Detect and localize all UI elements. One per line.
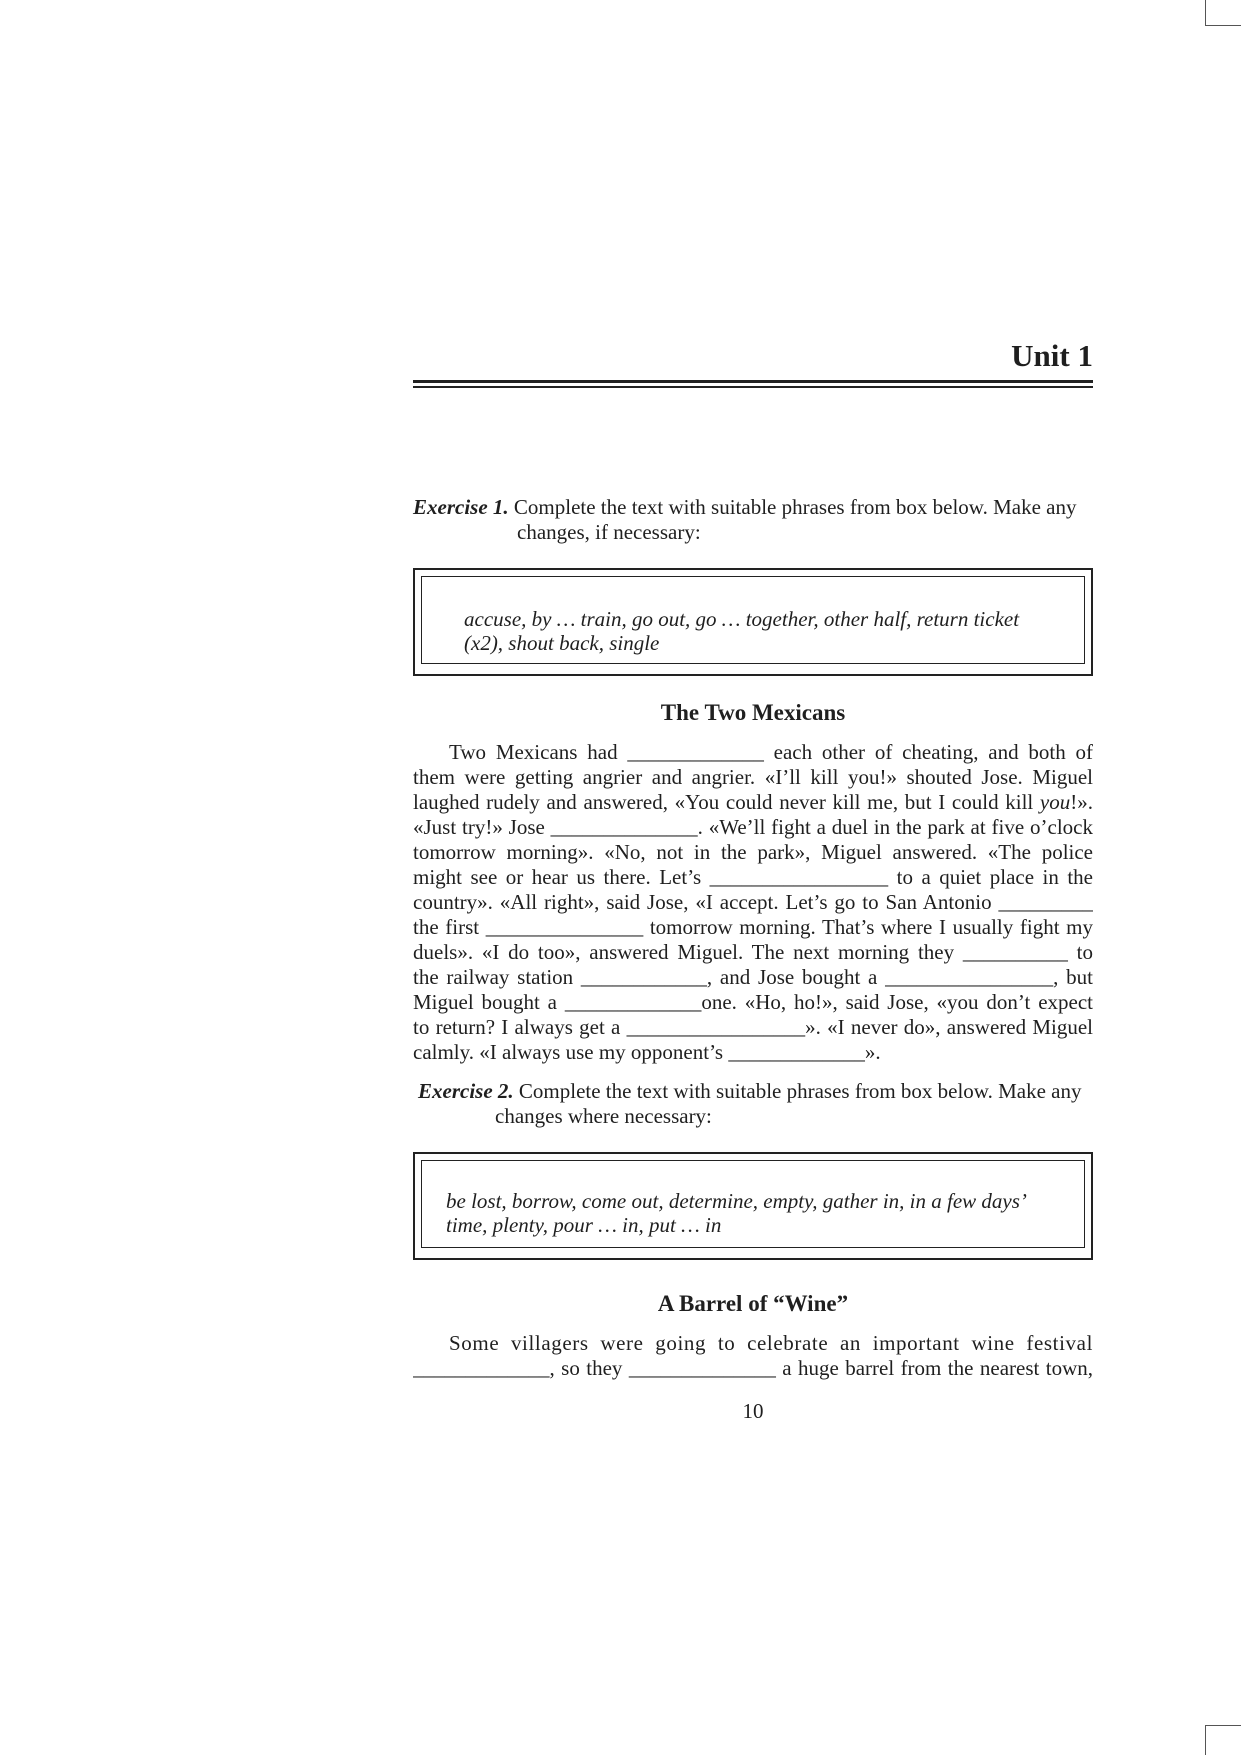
exercise-2-instruction	[413, 1079, 1093, 1129]
story-line: them were getting angrier and angrier. «I’ll kill you!» shouted Jose. Miguel	[413, 765, 1093, 789]
story-line: Miguel bought a _____________one. «Ho, ho!», said Jose, «you don’t expect	[413, 990, 1093, 1014]
story-line: the first _______________ tomorrow morning. That’s where I usually fight my	[413, 915, 1093, 939]
exercise-1-text: Complete the text with suitable phrases from box below. Make any	[513, 495, 1077, 519]
exercise-2-text-cont: changes where necessary:	[495, 1104, 712, 1128]
crop-mark	[1205, 1725, 1241, 1726]
unit-title-rule	[413, 380, 1093, 388]
page-number: 10	[742, 1399, 764, 1423]
story-line: duels». «I do too», answered Miguel. The next morning they __________ to	[413, 940, 1093, 964]
story-line: to return? I always get a _________________». «I never do», answered Miguel	[413, 1015, 1093, 1039]
exercise-2-box-line: time, plenty, pour … in, put … in	[446, 1213, 722, 1237]
exercise-2-word-box-inner	[421, 1160, 1085, 1248]
exercise-1-box-line: accuse, by … train, go out, go … together, other half, return ticket	[464, 607, 1020, 631]
story-line: _____________, so they ______________ a huge barrel from the nearest town,	[413, 1356, 1093, 1380]
story-line-text-end: !».	[1070, 790, 1093, 814]
exercise-1-word-box-inner	[421, 576, 1085, 664]
exercise-2-box-line: be lost, borrow, come out, determine, empty, gather in, in a few days’	[446, 1189, 1027, 1213]
exercise-1-word-box	[413, 568, 1093, 676]
crop-mark	[1205, 1725, 1206, 1755]
story-1-text	[413, 740, 1093, 1065]
story-line: might see or hear us there. Let’s _________________ to a quiet place in the	[413, 865, 1093, 889]
crop-mark	[1205, 25, 1241, 26]
exercise-1-instruction	[413, 495, 1093, 545]
story-line-with-emphasis	[413, 790, 1093, 815]
exercise-2-text: Complete the text with suitable phrases from box below. Make any	[518, 1079, 1082, 1103]
exercise-1-box-line: (x2), shout back, single	[464, 631, 660, 655]
unit-title: Unit 1	[1011, 338, 1093, 373]
story-1-title: The Two Mexicans	[660, 700, 846, 725]
story-line: Some villagers were going to celebrate an important wine festival	[449, 1331, 1093, 1355]
story-line: Two Mexicans had _____________ each other of cheating, and both of	[449, 740, 1093, 764]
story-line: country». «All right», said Jose, «I accept. Let’s go to San Antonio _________	[413, 890, 1093, 914]
story-2-title: A Barrel of “Wine”	[657, 1291, 849, 1316]
exercise-1-label: Exercise 1.	[413, 495, 509, 519]
story-line: «Just try!» Jose ______________. «We’ll fight a duel in the park at five o’clock	[413, 815, 1093, 839]
emphasis-word: you	[1039, 790, 1071, 814]
story-2-text	[413, 1331, 1093, 1381]
story-line: calmly. «I always use my opponent’s _____________».	[413, 1040, 881, 1064]
story-line-text: laughed rudely and answered, «You could never kill me, but I could kill	[413, 790, 1040, 814]
crop-mark	[1205, 0, 1206, 26]
exercise-1-text-cont: changes, if necessary:	[517, 520, 701, 544]
exercise-2-label: Exercise 2.	[418, 1079, 514, 1103]
story-line: tomorrow morning». «No, not in the park», Miguel answered. «The police	[413, 840, 1093, 864]
story-line: the railway station ____________, and Jose bought a ________________, but	[413, 965, 1093, 989]
exercise-2-word-box	[413, 1152, 1093, 1260]
